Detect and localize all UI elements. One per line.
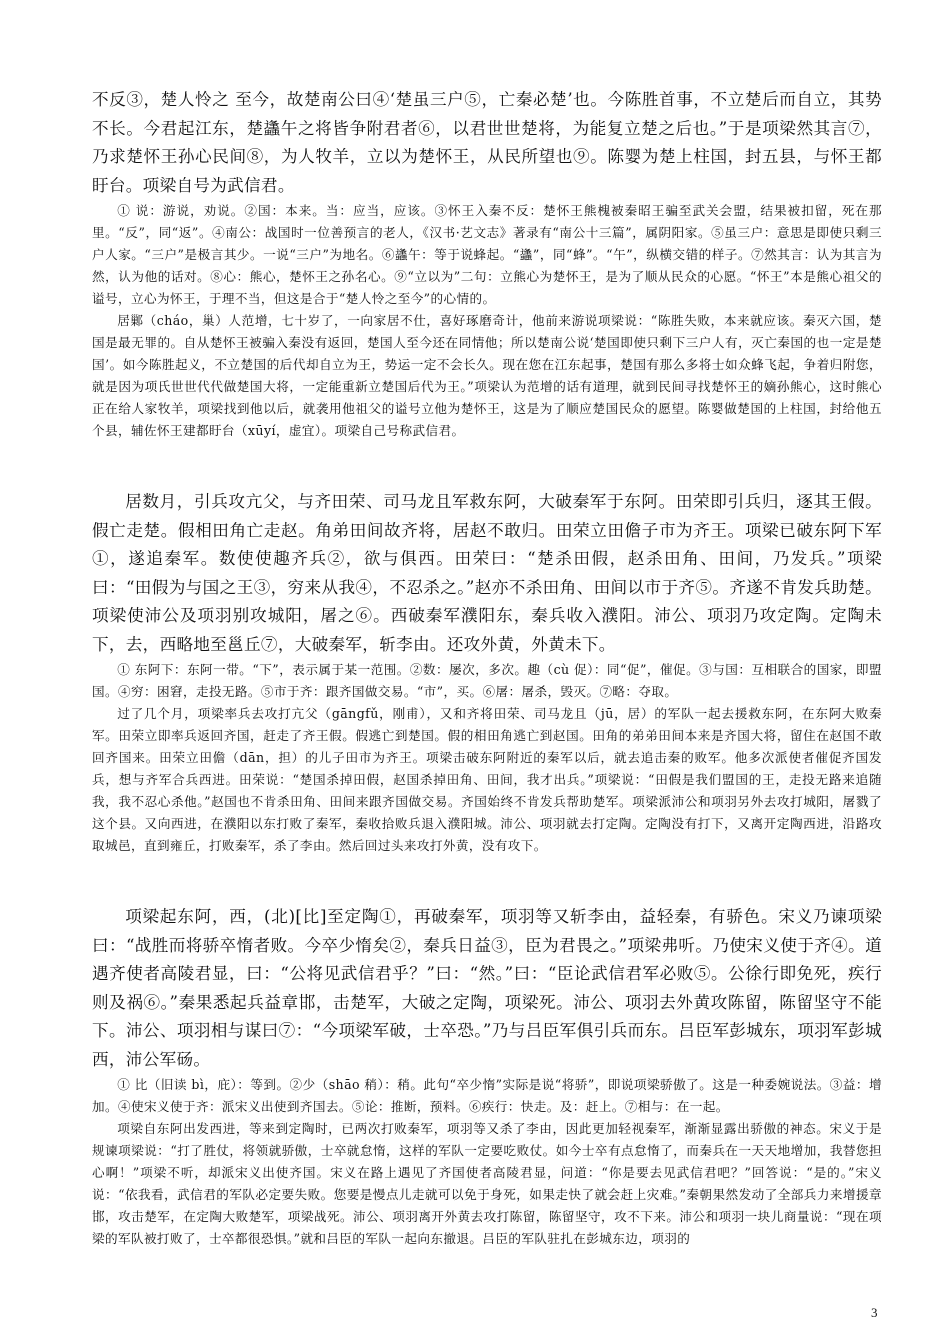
document-page — [92, 86, 882, 1250]
annotations-1: ① 说：游说，劝说。②国：本来。当：应当，应该。③怀王入秦不反：楚怀王熊槐被秦昭王骗至武关会盟，结果被扣留，死在那里。“反”，同“返”。④南公：战国时一位善预言的老人，《汉书·艺文志》著录有“南公十三篇”，属阴阳家。⑤虽三户：意思是即使只剩三户人家。“三户”是极言其少。一说“三户”为地名。⑥蠭午：等于说蜂起。“蠭”，同“蜂”。“午”，纵横交错的样子。⑦然其言：认为其言为然，认为他的话对。⑧心：熊心，楚怀王之孙名心。⑨“立以为”二句：立熊心为楚怀王，是为了顺从民众的心愿。“怀王”本是熊心祖父的谥号，立心为怀王，于理不当，但这是合于“楚人怜之至今”的心情的。 — [92, 203, 882, 306]
main-text-2: 居数月，引兵攻亢父，与齐田荣、司马龙且军救东阿，大破秦军于东阿。田荣即引兵归，逐其王假。假亡走楚。假相田角亡走赵。角弟田间故齐将，居赵不敢归。田荣立田儋子市为齐王。项梁已破东阿下军①，遂追秦军。数使使趣齐兵②，欲与俱西。田荣曰：“楚杀田假，赵杀田角、田间，乃发兵。”项梁曰：“田假为与国之王③，穷来从我④，不忍杀之。”赵亦不杀田角、田间以市于齐⑤。齐遂不肯发兵助楚。项梁使沛公及项羽别攻城阳，屠之⑥。西破秦军濮阳东，秦兵收入濮阳。沛公、项羽乃攻定陶。定陶未下，去，西略地至邕丘⑦，大破秦军，斩李由。还攻外黄，外黄未下。 — [92, 492, 882, 654]
section-3 — [92, 903, 882, 1250]
translation-3: 项梁自东阿出发西进，等来到定陶时，已两次打败秦军，项羽等又杀了李由，因此更加轻视秦军，渐渐显露出骄傲的神态。宋义于是规谏项梁说：“打了胜仗，将领就骄傲，士卒就怠惰，这样的军队一定要吃败仗。如今士卒有点怠惰了，而秦兵在一天天地增加，我替您担心啊！”项梁不听，却派宋义出使齐国。宋义在路上遇见了齐国使者高陵君显，问道：“你是要去见武信君吧？”回答说：“是的。”宋义说：“依我看，武信君的军队必定要失败。您要是慢点儿走就可以免于身死，如果走快了就会赶上灾难。”秦朝果然发动了全部兵力来增援章邯，攻击楚军，在定陶大败楚军，项梁战死。沛公、项羽离开外黄去攻打陈留，陈留坚守，攻不下来。沛公和项羽一块儿商量说：“现在项梁的军队被打败了，士卒都很恐惧。”就和吕臣的军队一起向东撤退。吕臣的军队驻扎在彭城东边，项羽的 — [92, 1121, 882, 1246]
section-2 — [92, 488, 882, 857]
main-text-3: 项梁起东阿，西，(北)[比]至定陶①，再破秦军，项羽等又斩李由，益轻秦，有骄色。宋义乃谏项梁曰：“战胜而将骄卒惰者败。今卒少惰矣②，秦兵日益③，臣为君畏之。”项梁弗听。乃使宋义使于齐④。道遇齐使者高陵君显，曰：“公将见武信君乎？”曰：“然。”曰：“臣论武信君军必败⑤。公徐行即免死，疾行则及祸⑥。”秦果悉起兵益章邯，击楚军，大破之定陶，项梁死。沛公、项羽去外黄攻陈留，陈留坚守不能下。沛公、项羽相与谋曰⑦：“今项梁军破，士卒恐。”乃与吕臣军俱引兵而东。吕臣军彭城东，项羽军彭城西，沛公军砀。 — [92, 907, 882, 1069]
translation-1: 居鄛（cháo，巢）人范增，七十岁了，一向家居不仕，喜好琢磨奇计，他前来游说项梁说：“陈胜失败，本来就应该。秦灭六国，楚国是最无罪的。自从楚怀王被骗入秦没有返回，楚国人至今还在同情他；所以楚南公说‘楚国即使只剩下三户人有，灭亡秦国的也一定是楚国’。如今陈胜起义，不立楚国的后代却自立为王，势运一定不会长久。现在您在江东起事，楚国有那么多将士如众蜂飞起，争着归附您，就是因为项氏世世代代做楚国大将，一定能重新立楚国后代为王。”项梁认为范增的话有道理，就到民间寻找楚怀王的嫡孙熊心，这时熊心正在给人家牧羊，项梁找到他以后，就袭用他祖父的谥号立他为楚怀王，这是为了顺应楚国民众的愿望。陈婴做楚国的上柱国，封给他五个县，辅佐怀王建都盱台（xūyí，虚宜）。项梁自己号称武信君。 — [92, 313, 882, 438]
annotations-2: ① 东阿下：东阿一带。“下”，表示属于某一范围。②数：屡次，多次。趣（cù 促）：同“促”，催促。③与国：互相联合的国家，即盟国。④穷：困窘，走投无路。⑤市于齐：跟齐国做交易。“市”，买。⑥屠：屠杀，毁灭。⑦略：夺取。 — [92, 662, 882, 699]
page-number: 3 — [871, 1305, 878, 1320]
section-1 — [92, 86, 882, 442]
translation-2: 过了几个月，项梁率兵去攻打亢父（gāngfǔ，刚甫），又和齐将田荣、司马龙且（jū，居）的军队一起去援救东阿，在东阿大败秦军。田荣立即率兵返回齐国，赶走了齐王假。假逃亡到楚国。假的相田角逃亡到赵国。田角的弟弟田间本来是齐国大将，留住在赵国不敢回齐国来。田荣立田儋（dān，担）的儿子田市为齐王。项梁击破东阿附近的秦军以后，就去追击秦的败军。他多次派使者催促齐国发兵，想与齐军合兵西进。田荣说：“楚国杀掉田假，赵国杀掉田角、田间，我才出兵。”项梁说：“田假是我们盟国的王，走投无路来追随我，我不忍心杀他。”赵国也不肯杀田角、田间来跟齐国做交易。齐国始终不肯发兵帮助楚军。项梁派沛公和项羽另外去攻打城阳，屠戮了这个县。又向西进，在濮阳以东打败了秦军，秦收拾败兵退入濮阳城。沛公、项羽就去打定陶。定陶没有打下，又离开定陶西进，沿路攻取城邑，直到雍丘，打败秦军，杀了李由。然后回过头来攻打外黄，没有攻下。 — [92, 706, 882, 853]
main-text-1: 不反③，楚人怜之 至今，故楚南公曰④‘楚虽三户⑤，亡秦必楚’也。今陈胜首事，不立楚后而自立，其势不长。今君起江东，楚蠭午之将皆争附君者⑥，以君世世楚将，为能复立楚之后也。”于是项梁然其言⑦，乃求楚怀王孙心民间⑧，为人牧羊，立以为楚怀王，从民所望也⑨。陈婴为楚上柱国，封五县，与怀王都盱台。项梁自号为武信君。 — [92, 90, 882, 195]
annotations-3: ① 比（旧读 bì，庇）：等到。②少（shāo 稍）：稍。此句“卒少惰”实际是说“将骄”，即说项梁骄傲了。这是一种委婉说法。③益：增加。④使宋义使于齐：派宋义出使到齐国去。⑤论：推断，预料。⑥疾行：快走。及：赶上。⑦相与：在一起。 — [92, 1077, 882, 1114]
